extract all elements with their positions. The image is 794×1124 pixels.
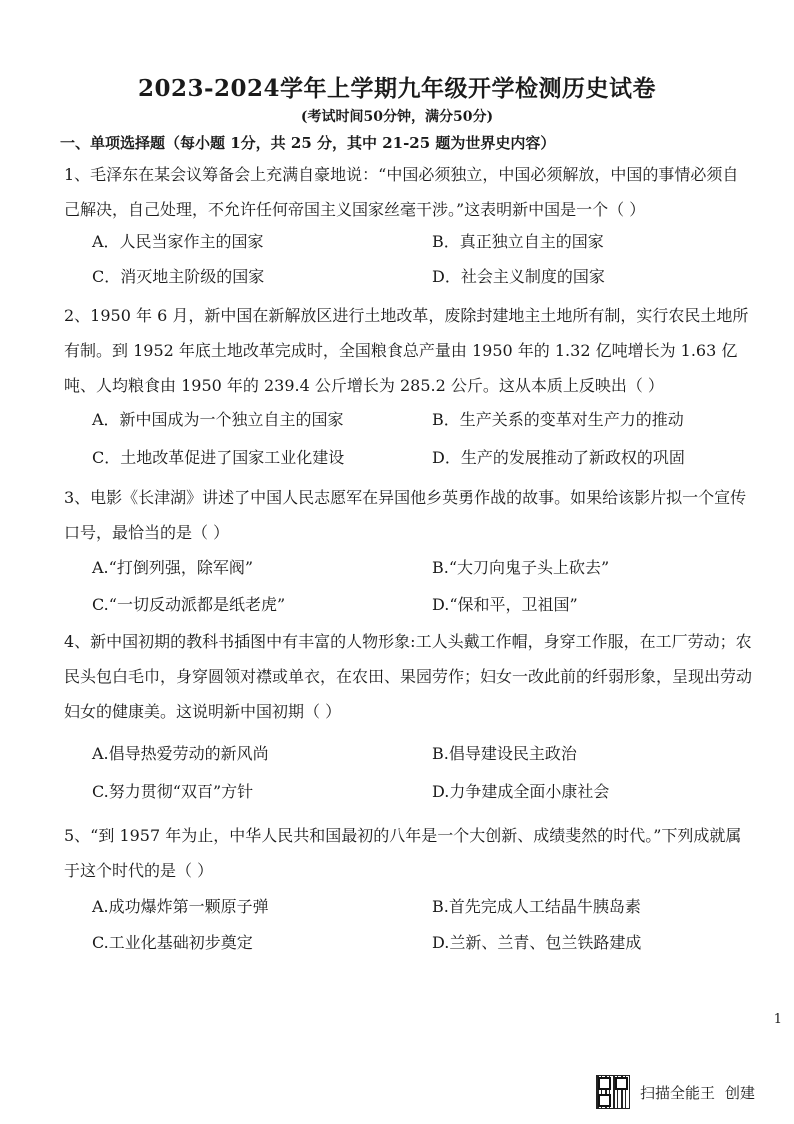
question-4-stem: 4、新中国初期的教科书插图中有丰富的人物形象:工人头戴工作帽，身穿工作服，在工厂劳动；农民头包白毛巾，身穿圆领对襟或单衣，在农田、果园劳作；妇女一改此前的纤弱形象，呈现出劳动妇女的健康美。这说明新中国初期（ ） — [64, 632, 753, 721]
exam-subtitle: (考试时间50分钟，满分50分) — [300, 109, 494, 125]
question-5-stem: 5、“到 1957 年为止，中华人民共和国最初的八年是一个大创新、成绩斐然的时代。”下列成就属于这个时代的是（ ） — [64, 826, 742, 880]
question-5-option-b: B.首先完成人工结晶牛胰岛素 — [432, 897, 641, 916]
question-3-option-d: D.“保和平，卫祖国” — [432, 595, 578, 614]
question-1-option-b: B．真正独立自主的国家 — [432, 232, 604, 251]
question-4-option-a: A.倡导热爱劳动的新风尚 — [92, 744, 269, 763]
exam-title: 2023-2024学年上学期九年级开学检测历史试卷 — [137, 75, 657, 102]
scanner-watermark — [596, 1074, 755, 1110]
question-3-stem: 3、电影《长津湖》讲述了中国人民志愿军在异国他乡英勇作战的故事。如果给该影片拟一个宣传口号，最恰当的是（ ） — [64, 488, 747, 542]
question-5-option-a: A.成功爆炸第一颗原子弹 — [92, 897, 269, 916]
question-1-option-c: C．消灭地主阶级的国家 — [92, 267, 265, 286]
scanner-action-label: 创建 — [725, 1083, 756, 1102]
section-heading: 一、单项选择题（每小题 1分，共 25 分，其中 21-25 题为世界史内容） — [60, 134, 556, 152]
page-number: 1 — [773, 1012, 782, 1027]
question-3-option-b: B.“大刀向鬼子头上砍去” — [432, 558, 610, 577]
scanner-app-label: 扫描全能王 — [640, 1083, 716, 1102]
qr-code-icon — [596, 1075, 630, 1109]
question-2-option-c: C．土地改革促进了国家工业化建设 — [92, 448, 345, 467]
question-5-option-c: C.工业化基础初步奠定 — [92, 933, 253, 952]
question-2-option-b: B．生产关系的变革对生产力的推动 — [432, 410, 684, 429]
question-2-option-a: A．新中国成为一个独立自主的国家 — [92, 410, 344, 429]
question-3-option-c: C.“一切反动派都是纸老虎” — [92, 595, 286, 614]
question-3-option-a: A.“打倒列强，除军阀” — [92, 558, 254, 577]
question-4-option-c: C.努力贯彻“双百”方针 — [92, 782, 254, 801]
question-1-option-a: A．人民当家作主的国家 — [92, 232, 264, 251]
question-4-option-b: B.倡导建设民主政治 — [432, 744, 577, 763]
question-2-option-d: D．生产的发展推动了新政权的巩固 — [432, 448, 685, 467]
question-5-option-d: D.兰新、兰青、包兰铁路建成 — [432, 933, 642, 952]
question-1-stem: 1、毛泽东在某会议筹备会上充满自豪地说：“中国必须独立，中国必须解放，中国的事情必须自己解决，自己处理，不允许任何帝国主义国家丝毫干涉。”这表明新中国是一个（ ） — [64, 165, 739, 219]
question-4-option-d: D.力争建成全面小康社会 — [432, 782, 610, 801]
question-2-stem: 2、1950 年 6 月，新中国在新解放区进行土地改革，废除封建地主土地所有制，实行农民土地所有制。到 1952 年底土地改革完成时，全国粮食总产量由 1950 年的 1.32 亿吨增长为 1.63 亿吨、人均粮食由 1950 年的 239.4 公斤增长为 285.2 公斤。这从本质上反映出（ ） — [64, 306, 749, 395]
question-1-option-d: D．社会主义制度的国家 — [432, 267, 605, 286]
